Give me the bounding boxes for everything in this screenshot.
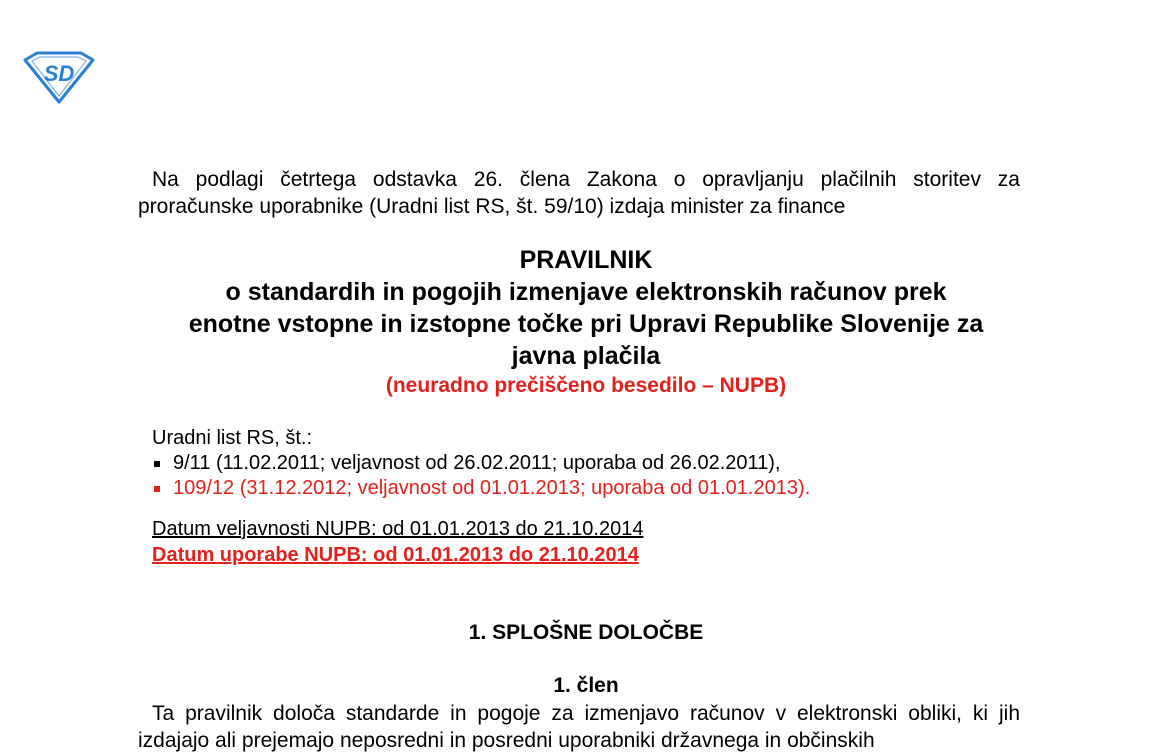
- gazette-list: [152, 451, 1032, 501]
- gazette-item-text: 109/12 (31.12.2012; veljavnost od 01.01.2013; uporaba od 01.01.2013).: [173, 477, 811, 499]
- title-line-4: javna plačila: [511, 342, 661, 370]
- validity-date: Datum veljavnosti NUPB: od 01.01.2013 do 21.10.2014: [152, 518, 644, 540]
- shield-logo-icon: [22, 50, 96, 104]
- validity-dates: [152, 516, 643, 568]
- preamble: Na podlagi četrtega odstavka 26. člena Zakona o opravljanju plačilnih storitev za proračunske uporabnike (Uradni list RS, št. 59/10) izdaja minister za finance: [138, 168, 1020, 218]
- bullet-icon: [154, 486, 160, 492]
- bullet-icon: [154, 461, 160, 467]
- article-heading: 1. člen: [553, 674, 619, 697]
- title-line-3: enotne vstopne in izstopne točke pri Upravi Republike Slovenije za: [188, 310, 984, 338]
- document-title: [138, 244, 1034, 400]
- gazette-item: [152, 451, 1032, 476]
- title-subtitle: (neuradno prečiščeno besedilo – NUPB): [385, 374, 787, 397]
- section-heading: 1. SPLOŠNE DOLOČBE: [468, 621, 704, 644]
- gazette-item-text: 9/11 (11.02.2011; veljavnost od 26.02.2011; uporaba od 26.02.2011),: [173, 452, 781, 474]
- svg-text:SD: SD: [43, 61, 75, 86]
- usage-date: Datum uporabe NUPB: od 01.01.2013 do 21.10.2014: [152, 544, 639, 566]
- gazette-item: [152, 476, 1032, 501]
- article-body: Ta pravilnik določa standarde in pogoje za izmenjavo računov v elektronski obliki, ki jih izdajajo ali prejemajo neposredni in posredni uporabniki državnega in občinskih: [138, 702, 1020, 752]
- title-line-2: o standardih in pogojih izmenjave elektronskih računov prek: [225, 278, 947, 306]
- title-line-1: PRAVILNIK: [519, 246, 653, 274]
- gazette-intro: Uradni list RS, št.:: [152, 427, 313, 449]
- gazette-references: [152, 426, 1032, 501]
